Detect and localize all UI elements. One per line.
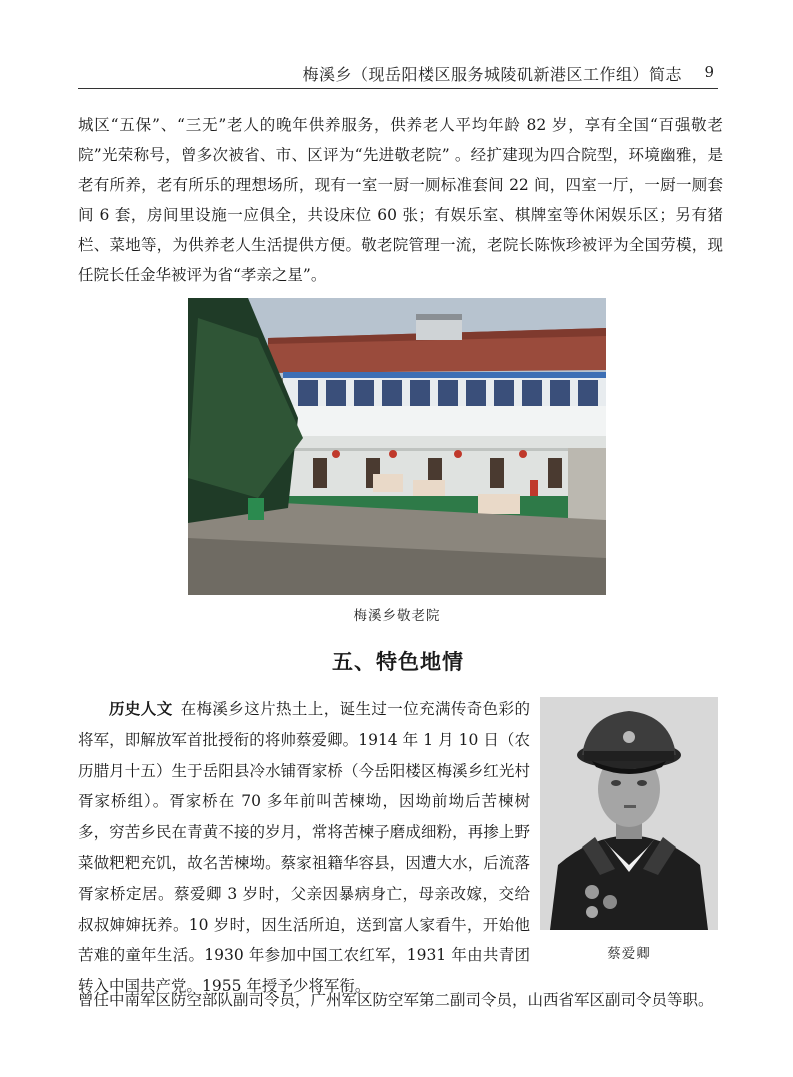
- portrait-photo: [540, 697, 718, 930]
- intro-text: 城区“五保”、“三无”老人的晚年供养服务，供养老人平均年龄 82 岁，享有全国“百强敬老院”光荣称号，曾多次被省、市、区评为“先进敬老院” 。经扩建现为四合院型，环境幽雅，是老有所养，老有所乐的理想场所，现有一室一厨一厕标准套间 22 间，四室一厅，一厨一厕套间 6 套，房间里设施一应俱全，共设床位 60 张；有娱乐室、棋牌室等休闲娱乐区；另有猪栏、菜地等，为供养老人生活提供方便。敬老院管理一流，老院长陈恢珍被评为全国劳模，现任院长任金华被评为省“孝亲之星”。: [78, 116, 723, 284]
- photo-caption-portrait: 蔡爱卿: [607, 946, 651, 962]
- running-title: 梅溪乡（现岳阳楼区服务城陵矶新港区工作组）简志: [302, 65, 682, 84]
- nursing-home-illustration: [188, 298, 606, 595]
- history-last-line: 曾任中南军区防空部队副司令员，广州军区防空军第二副司令员，山西省军区副司令员等职。: [78, 991, 714, 1009]
- general-portrait-illustration: [540, 697, 718, 930]
- page-header: [78, 58, 718, 89]
- history-body-text: 在梅溪乡这片热土上，诞生过一位充满传奇色彩的将军，即解放军首批授衔的将帅蔡爱卿。1914 年 1 月 10 日（农历腊月十五）生于岳阳县冷水铺胥家桥（今岳阳楼区梅溪乡红光村胥家桥组）。胥家桥在 70 多年前叫苦楝坳，因坳前坳后苦楝树多，穷苦乡民在青黄不接的岁月，常将苦楝子磨成细粉，再掺上野菜做粑粑充饥，故名苦楝坳。蔡家祖籍华容县，因遭大水，后流落胥家桥定居。蔡爱卿 3 岁时，父亲因暴病身亡，母亲改嫁，交给叔叔婶婶抚养。10 岁时，因生活所迫，送到富人家看牛，开始他苦难的童年生活。1930 年参加中国工农红军，1931 年由共青团转入中国共产党。1955 年授予少将军衔。: [78, 700, 530, 996]
- history-lead-term: 历史人文: [109, 700, 173, 718]
- history-paragraph: [78, 694, 530, 1002]
- page-number: 9: [704, 63, 714, 81]
- section-heading: 五、特色地情: [332, 650, 464, 674]
- photo-caption-nursing-home: 梅溪乡敬老院: [353, 608, 441, 624]
- nursing-home-photo: [188, 298, 606, 595]
- intro-paragraph: [78, 110, 723, 290]
